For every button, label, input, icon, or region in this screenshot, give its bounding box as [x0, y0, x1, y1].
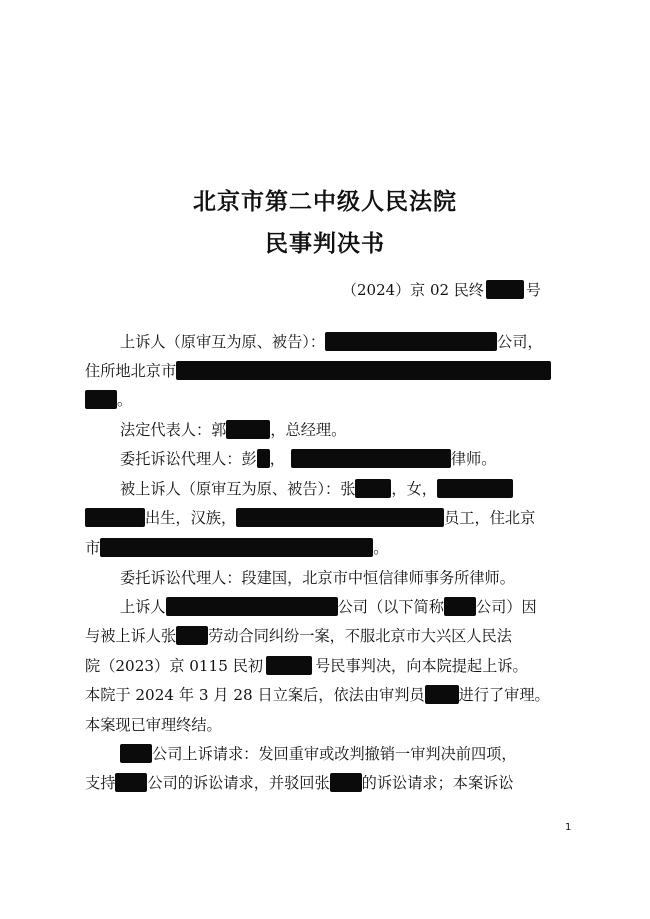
- text-line: 上诉人（原审互为原、被告）： 公司，: [120, 333, 543, 351]
- text-line: 住所地北京市: [85, 361, 570, 381]
- redaction: [437, 479, 513, 498]
- text-line: 。: [85, 390, 570, 410]
- redaction: [330, 773, 362, 792]
- text-line: 出生，汉族， 员工，住北京: [85, 508, 570, 528]
- text-line: 被上诉人（原审互为原、被告）：张 ，女，: [120, 479, 570, 499]
- text-line: 支持 公司的诉讼请求，并驳回张 的诉讼请求；本案诉讼: [85, 774, 514, 792]
- text-line: 本案现已审理终结。: [85, 716, 222, 734]
- text-line: 市 。: [85, 539, 389, 557]
- case-number: （2024）京 02 民终 号: [342, 281, 541, 299]
- text-line: 与被上诉人张 劳动合同纠纷一案，不服北京市大兴区人民法: [85, 627, 512, 645]
- text-line: 院（2023）京 0115 民初 号民事判决，向本院提起上诉。: [85, 657, 528, 675]
- redaction: [425, 685, 459, 704]
- redaction: [100, 538, 373, 557]
- text-line: 委托诉讼代理人：段建国，北京市中恒信律师事务所律师。: [120, 569, 515, 587]
- redaction: [226, 420, 270, 439]
- redaction: [176, 361, 551, 380]
- redaction: [85, 390, 117, 409]
- redaction: [115, 773, 147, 792]
- redaction: [291, 449, 451, 468]
- text-line: 本院于 2024 年 3 月 28 日立案后，依法由审判员 进行了审理。: [85, 686, 550, 704]
- document-type: 民事判决书: [265, 231, 385, 257]
- redaction: [176, 626, 208, 645]
- text-line: 上诉人 公司（以下简称 公司）因: [120, 598, 537, 616]
- text-line: 法定代表人：郭 ，总经理。: [120, 421, 347, 439]
- redaction: [266, 656, 312, 675]
- redaction: [85, 508, 145, 527]
- redaction: [325, 332, 497, 351]
- page-number: 1: [565, 822, 572, 833]
- court-name: 北京市第二中级人民法院: [193, 189, 457, 215]
- redaction: [166, 597, 338, 616]
- redaction: [236, 508, 444, 527]
- text-line: 委托诉讼代理人：彭 ， 律师。: [120, 450, 497, 468]
- redaction: [486, 280, 524, 299]
- redaction: [120, 744, 152, 763]
- redaction: [355, 479, 391, 498]
- text-line: 公司上诉请求：发回重审或改判撤销一审判决前四项，: [120, 744, 570, 764]
- redaction: [257, 449, 270, 468]
- redaction: [444, 597, 476, 616]
